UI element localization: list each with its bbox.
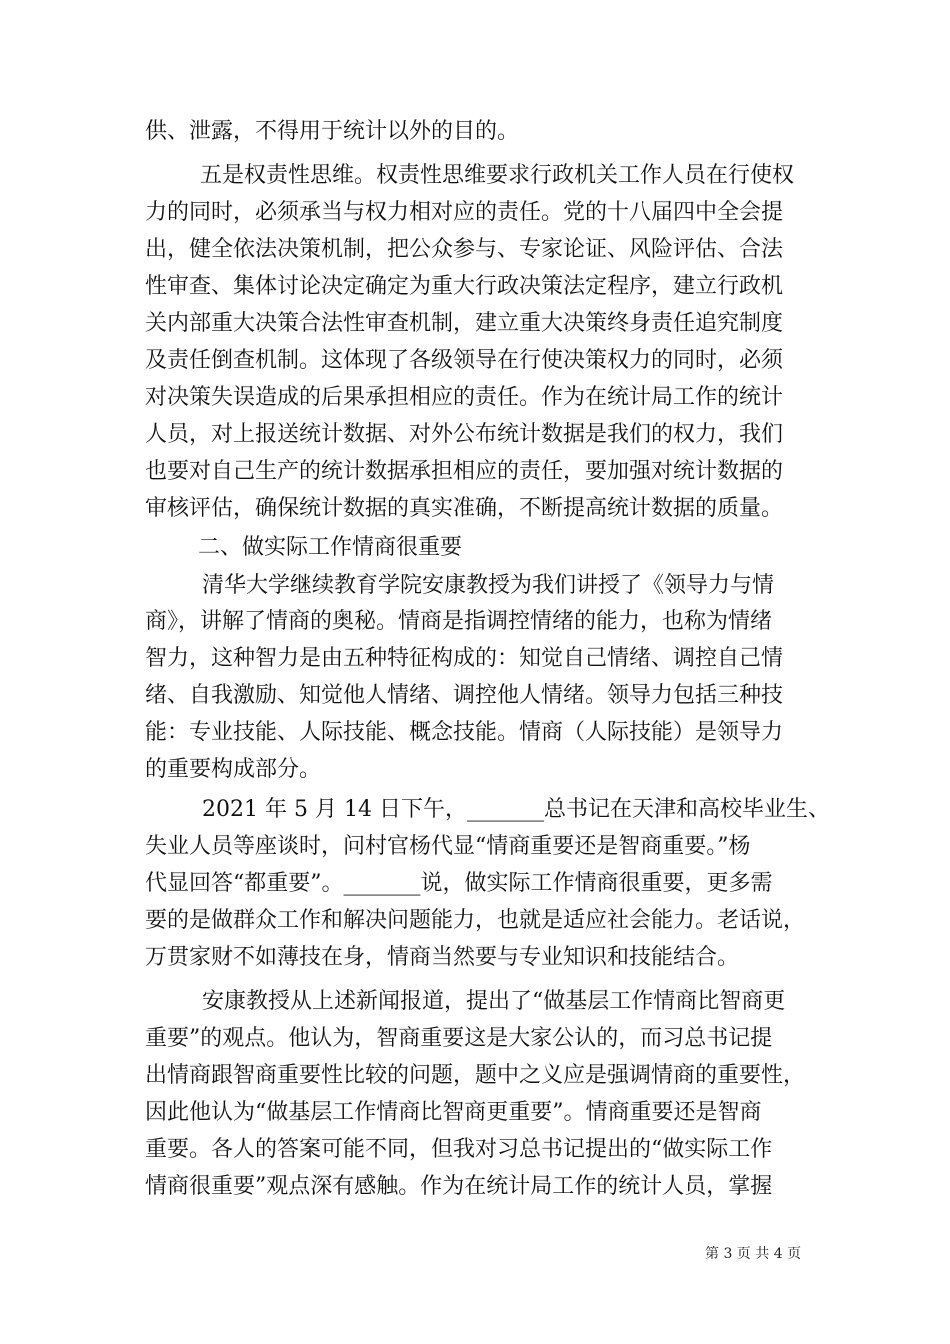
text-line: 及责任倒查机制。这体现了各级领导在行使决策权力的同时，必须 [145,348,784,373]
text-line: 重要”的观点。他认为，智商重要这是大家公认的，而习总书记提 [145,1026,773,1051]
text-line: 关内部重大决策合法性审查机制，建立重大决策终身责任追究制度 [145,311,784,336]
text-line: 因此他认为“做基层工作情商比智商更重要”。情商重要还是智商 [145,1100,762,1125]
text-line: 的重要构成部分。 [145,757,322,782]
section-heading: 二、做实际工作情商很重要 [198,535,463,560]
text-line: 五是权责性思维。权责性思维要求行政机关工作人员在行使权 [200,163,795,188]
text-line: 情商很重要”观点深有感触。作为在统计局工作的统计人员，掌握 [145,1174,773,1199]
text-line: 出，健全依法决策机制，把公众参与、专家论证、风险评估、合法 [145,237,784,262]
text-line: 供、泄露，不得用于统计以外的目的。 [145,119,520,144]
text-line: 智力，这种智力是由五种特征构成的：知觉自己情绪、调控自己情 [145,646,784,671]
text-line: 万贯家财不如薄技在身，情商当然要与专业知识和技能结合。 [145,945,740,970]
text-line: 重要。各人的答案可能不同，但我对习总书记提出的“做实际工作 [145,1137,773,1162]
text-line: 商》，讲解了情商的奥秘。情商是指调控情绪的能力，也称为情绪 [145,609,773,634]
text-line: 能：专业技能、人际技能、概念技能。情商（人际技能）是领导力 [145,720,784,745]
text-line: 清华大学继续教育学院安康教授为我们讲授了《领导力与情 [202,573,775,598]
text-line: 对决策失误造成的后果承担相应的责任。作为在统计局工作的统计 [145,385,784,410]
text-line: 力的同时，必须承当与权力相对应的责任。党的十八届四中全会提 [145,200,784,225]
text-line: 出情商跟智商重要性比较的问题，题中之义应是强调情商的重要性， [145,1063,806,1088]
text-line: 失业人员等座谈时，问村官杨代显“情商重要还是智商重要。”杨 [145,834,751,859]
text-line: 性审查、集体讨论决定确定为重大行政决策法定程序，建立行政机 [145,274,784,299]
text-line: 安康教授从上述新闻报道，提出了“做基层工作情商比智商更 [202,989,786,1014]
text-line: 人员，对上报送统计数据、对外公布统计数据是我们的权力，我们 [145,422,784,447]
text-line: 审核评估，确保统计数据的真实准确，不断提高统计数据的质量。 [145,496,784,521]
page-number: 第 3 页 共 4 页 [705,1246,802,1262]
text-line: 绪、自我激励、知觉他人情绪、调控他人情绪。领导力包括三种技 [145,683,784,708]
text-line: 要的是做群众工作和解决问题能力，也就是适应社会能力。老话说， [145,908,806,933]
text-line: 代显回答“都重要”。_______说，做实际工作情商很重要，更多需 [145,871,773,896]
text-line: 也要对自己生产的统计数据承担相应的责任，要加强对统计数据的 [145,459,784,484]
text-line: 2021 年 5 月 14 日下午，_______总书记在天津和高校毕业生、 [202,797,830,822]
